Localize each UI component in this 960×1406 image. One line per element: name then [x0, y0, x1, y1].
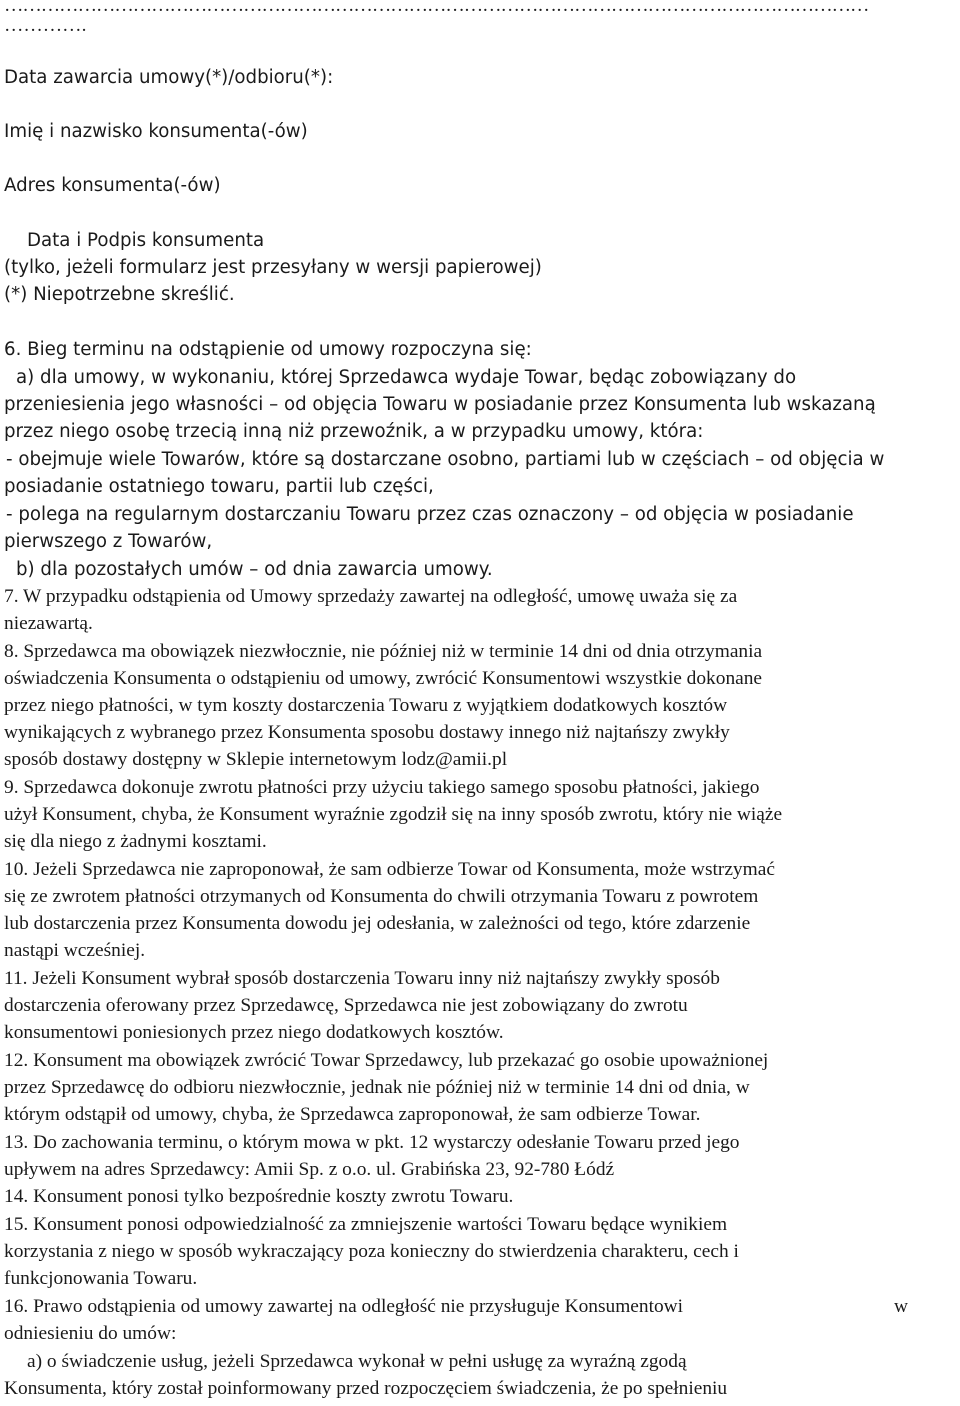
text-line: Konsumenta, który został poinformowany przed rozpoczęciem świadczenia, że po spełnieniu [4, 1378, 728, 1399]
text-line: Adres konsumenta(-ów) [4, 175, 221, 196]
text-line: Data i Podpis konsumenta [27, 230, 265, 251]
text-line: funkcjonowania Towaru. [4, 1268, 198, 1289]
text-line: 13. Do zachowania terminu, o którym mowa w pkt. 12 wystarczy odesłanie Towaru przed jego [4, 1132, 740, 1153]
text-line: lub dostarczenia przez Konsumenta dowodu jej odesłania, w zależności od tego, które zdarzenie [4, 913, 751, 934]
text-line: 15. Konsument ponosi odpowiedzialność za zmniejszenie wartości Towaru będące wynikiem [4, 1214, 728, 1235]
text-line: - polega na regularnym dostarczaniu Towaru przez czas oznaczony – od objęcia w posiadanie [6, 504, 854, 525]
text-line: (*) Niepotrzebne skreślić. [4, 284, 235, 305]
text-line: przeniesienia jego własności – od objęcia Towaru w posiadanie przez Konsumenta lub wskazaną [4, 394, 876, 415]
text-line: …………. [4, 15, 87, 36]
text-line: 10. Jeżeli Sprzedawca nie zaproponował, że sam odbierze Towar od Konsumenta, może wstrzymać [4, 859, 775, 880]
text-line: konsumentowi poniesionych przez niego dodatkowych kosztów. [4, 1022, 504, 1043]
text-line: w [894, 1296, 909, 1317]
text-line: b) dla pozostałych umów – od dnia zawarcia umowy. [16, 559, 493, 580]
text-line: dostarczenia oferowany przez Sprzedawcę, Sprzedawca nie jest zobowiązany do zwrotu [4, 995, 688, 1016]
text-line: przez niego płatności, w tym koszty dostarczenia Towaru z wyjątkiem dodatkowych kosztów [4, 695, 728, 716]
text-line: się ze zwrotem płatności otrzymanych od Konsumenta do chwili otrzymania Towaru z powrotem [4, 886, 759, 907]
text-line: nastąpi wcześniej. [4, 940, 146, 961]
text-line: 12. Konsument ma obowiązek zwrócić Towar Sprzedawcy, lub przekazać go osobie upoważnionej [4, 1050, 769, 1071]
text-line: się dla niego z żadnymi kosztami. [4, 831, 267, 852]
text-line: - obejmuje wiele Towarów, które są dostarczane osobno, partiami lub w częściach – od objęcia w [6, 449, 885, 470]
text-line: 14. Konsument ponosi tylko bezpośrednie koszty zwrotu Towaru. [4, 1186, 514, 1207]
text-line: odniesieniu do umów: [4, 1323, 177, 1344]
text-line: Data zawarcia umowy(*)/odbioru(*): [4, 67, 334, 88]
text-line: użył Konsument, chyba, że Konsument wyraźnie zgodził się na inny sposób zwrotu, który nie wiąże [4, 804, 783, 825]
text-line: 6. Bieg terminu na odstąpienie od umowy rozpoczyna się: [4, 339, 532, 360]
text-line: posiadanie ostatniego towaru, partii lub części, [4, 476, 434, 497]
text-line: Imię i nazwisko konsumenta(-ów) [4, 121, 308, 142]
text-line: przez Sprzedawcę do odbioru niezwłocznie, jednak nie później niż w terminie 14 dni od dnia, w [4, 1077, 750, 1098]
text-line: (tylko, jeżeli formularz jest przesyłany w wersji papierowej) [4, 257, 542, 278]
text-line: przez niego osobę trzecią inną niż przewoźnik, a w przypadku umowy, która: [4, 421, 704, 442]
text-line: …………………………………………………………………………………………………………………………… [4, 0, 869, 16]
text-line: oświadczenia Konsumenta o odstąpieniu od umowy, zwrócić Konsumentowi wszystkie dokonane [4, 668, 763, 689]
text-line: wynikających z wybranego przez Konsumenta sposobu dostawy innego niż najtańszy zwykły [4, 722, 730, 743]
text-line: pierwszego z Towarów, [4, 531, 213, 552]
text-line: sposób dostawy dostępny w Sklepie internetowym lodz@amii.pl [4, 749, 508, 770]
text-line: którym odstąpił od umowy, chyba, że Sprzedawca zaproponował, że sam odbierze Towar. [4, 1104, 701, 1125]
text-line: 11. Jeżeli Konsument wybrał sposób dostarczenia Towaru inny niż najtańszy zwykły sposób [4, 968, 720, 989]
text-line: upływem na adres Sprzedawcy: Amii Sp. z o.o. ul. Grabińska 23, 92-780 Łódź [4, 1159, 615, 1180]
text-line: 9. Sprzedawca dokonuje zwrotu płatności przy użyciu takiego samego sposobu płatności, jakiego [4, 777, 760, 798]
text-line: a) dla umowy, w wykonaniu, której Sprzedawca wydaje Towar, będąc zobowiązany do [16, 367, 797, 388]
text-line: niezawartą. [4, 613, 93, 634]
text-line: 16. Prawo odstąpienia od umowy zawartej na odległość nie przysługuje Konsumentowi [4, 1296, 684, 1317]
text-line: korzystania z niego w sposób wykraczający poza konieczny do stwierdzenia charakteru, cech i [4, 1241, 739, 1262]
text-line: a) o świadczenie usług, jeżeli Sprzedawca wykonał w pełni usługę za wyraźną zgodą [27, 1351, 687, 1372]
text-line: 7. W przypadku odstąpienia od Umowy sprzedaży zawartej na odległość, umowę uważa się za [4, 586, 738, 607]
text-line: 8. Sprzedawca ma obowiązek niezwłocznie, nie później niż w terminie 14 dni od dnia otrzymania [4, 641, 763, 662]
